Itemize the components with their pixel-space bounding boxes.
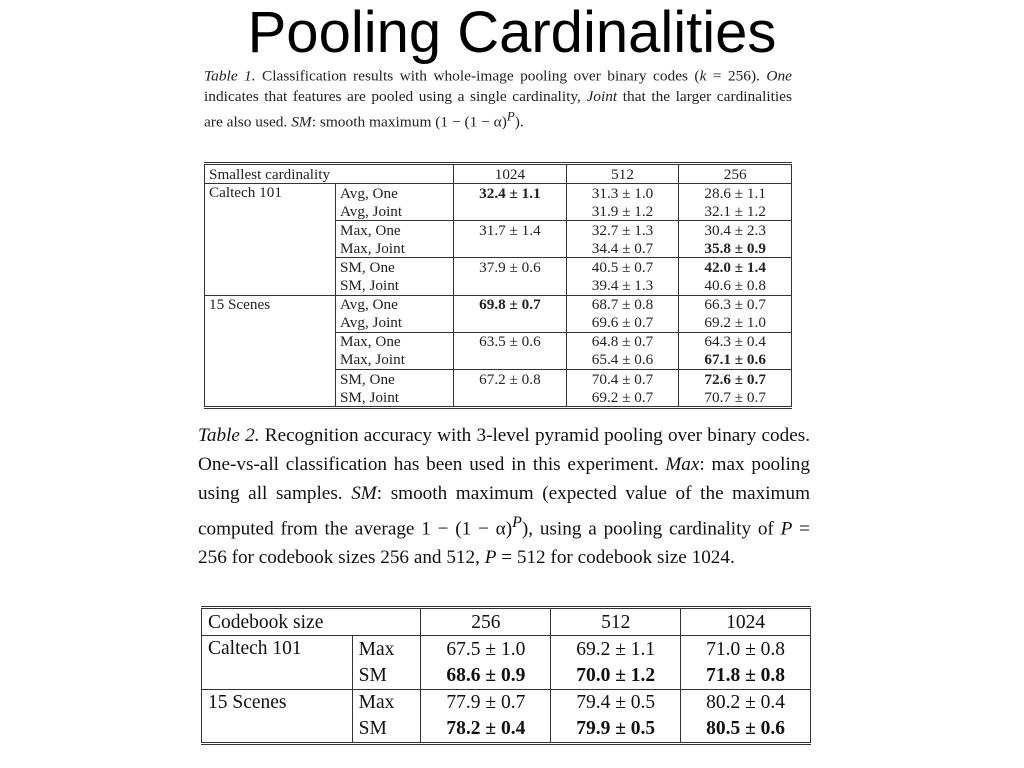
- method-cell: Avg, One: [335, 184, 453, 203]
- table-row: [202, 636, 811, 663]
- method-cell: Avg, Joint: [335, 314, 453, 333]
- value-cell: 63.5 ± 0.6: [454, 332, 567, 351]
- table-header-cell: 256: [421, 608, 551, 636]
- caption-math: P: [780, 518, 793, 540]
- value-cell: [454, 202, 567, 221]
- value-cell: 67.2 ± 0.8: [454, 370, 567, 389]
- method-cell: Max, Joint: [335, 351, 453, 370]
- table-header-cell: Smallest cardinality: [205, 164, 454, 184]
- value-cell: 66.3 ± 0.7: [679, 295, 792, 314]
- value-cell: [454, 239, 567, 258]
- caption-text: : smooth maximum (expected value of the maximum computed from the average 1 − (1 − α): [198, 483, 810, 540]
- table-row: [202, 689, 811, 716]
- value-cell: 67.5 ± 1.0: [421, 636, 551, 663]
- caption-text: that the larger cardinalities are also used.: [204, 87, 792, 131]
- caption-text: : max pooling using all samples.: [198, 454, 810, 504]
- slide-title: Pooling Cardinalities: [247, 0, 777, 65]
- table2-caption: [198, 421, 810, 572]
- value-cell: 28.6 ± 1.1: [679, 184, 792, 203]
- dataset-cell: 15 Scenes: [205, 295, 336, 408]
- method-cell: Max, One: [335, 332, 453, 351]
- caption-text: = 512 for codebook size 1024.: [496, 547, 735, 569]
- value-cell: 40.5 ± 0.7: [566, 258, 679, 277]
- value-cell: 64.3 ± 0.4: [679, 332, 792, 351]
- value-cell: [454, 277, 567, 296]
- table-header-row: [202, 608, 811, 636]
- value-cell: 69.6 ± 0.7: [566, 314, 679, 333]
- table-row: [205, 295, 792, 314]
- method-cell: SM: [352, 716, 421, 744]
- caption-text: Recognition accuracy with 3-level pyramid pooling over binary codes. One-vs-all classification has been used in this experiment.: [198, 425, 810, 475]
- caption-term: Max: [665, 454, 700, 475]
- value-cell: 40.6 ± 0.8: [679, 277, 792, 296]
- method-cell: Max, One: [335, 221, 453, 240]
- table-header-cell: 1024: [454, 164, 567, 184]
- caption-text: ).: [514, 113, 524, 131]
- caption-math: P: [506, 109, 515, 124]
- value-cell: 30.4 ± 2.3: [679, 221, 792, 240]
- method-cell: Max, Joint: [335, 239, 453, 258]
- value-cell: 39.4 ± 1.3: [566, 277, 679, 296]
- method-cell: SM, Joint: [335, 277, 453, 296]
- method-cell: Max: [352, 689, 421, 716]
- table-header-cell: 512: [551, 608, 681, 636]
- caption-term: One: [766, 67, 792, 85]
- value-cell: 77.9 ± 0.7: [421, 689, 551, 716]
- value-cell: 67.1 ± 0.6: [679, 351, 792, 370]
- value-cell: 72.6 ± 0.7: [679, 370, 792, 389]
- method-cell: SM: [352, 662, 421, 689]
- method-cell: Max: [352, 636, 421, 663]
- value-cell: 64.8 ± 0.7: [566, 332, 679, 351]
- value-cell: 32.1 ± 1.2: [679, 202, 792, 221]
- value-cell: 78.2 ± 0.4: [421, 716, 551, 744]
- table-header-cell: 512: [566, 164, 679, 184]
- caption-term: SM: [351, 483, 377, 504]
- caption-text: Classification results with whole-image pooling over binary codes (: [255, 67, 700, 85]
- value-cell: 31.3 ± 1.0: [566, 184, 679, 203]
- caption-text: : smooth maximum (1 − (1 − α): [311, 113, 507, 131]
- value-cell: 35.8 ± 0.9: [679, 239, 792, 258]
- value-cell: 80.2 ± 0.4: [681, 689, 811, 716]
- value-cell: 34.4 ± 0.7: [566, 239, 679, 258]
- caption-term: Joint: [586, 87, 618, 105]
- value-cell: 32.7 ± 1.3: [566, 221, 679, 240]
- value-cell: 65.4 ± 0.6: [566, 351, 679, 370]
- value-cell: 32.4 ± 1.1: [454, 184, 567, 203]
- method-cell: Avg, One: [335, 295, 453, 314]
- caption-text: = 256 for codebook sizes 256 and 512,: [198, 518, 810, 569]
- table1: [204, 162, 792, 409]
- method-cell: SM, One: [335, 370, 453, 389]
- value-cell: 70.7 ± 0.7: [679, 388, 792, 408]
- value-cell: 70.4 ± 0.7: [566, 370, 679, 389]
- value-cell: 37.9 ± 0.6: [454, 258, 567, 277]
- value-cell: 71.0 ± 0.8: [681, 636, 811, 663]
- value-cell: 68.6 ± 0.9: [421, 662, 551, 689]
- caption-math: P: [512, 514, 522, 531]
- table-header-cell: 1024: [681, 608, 811, 636]
- caption-math: P: [484, 547, 497, 569]
- table-header-row: [205, 164, 792, 184]
- table-header-cell: Codebook size: [202, 608, 421, 636]
- value-cell: [454, 388, 567, 408]
- value-cell: 42.0 ± 1.4: [679, 258, 792, 277]
- value-cell: 79.4 ± 0.5: [551, 689, 681, 716]
- table2: [201, 606, 811, 745]
- value-cell: 31.9 ± 1.2: [566, 202, 679, 221]
- caption-text: indicates that features are pooled using a single cardinality,: [204, 87, 587, 105]
- value-cell: 69.8 ± 0.7: [454, 295, 567, 314]
- value-cell: 71.8 ± 0.8: [681, 662, 811, 689]
- caption-text: ), using a pooling cardinality of: [521, 518, 781, 540]
- value-cell: 69.2 ± 0.7: [566, 388, 679, 408]
- table-row: [205, 184, 792, 203]
- table2-caption-label: Table 2.: [198, 425, 260, 446]
- value-cell: 79.9 ± 0.5: [551, 716, 681, 744]
- value-cell: 31.7 ± 1.4: [454, 221, 567, 240]
- value-cell: 80.5 ± 0.6: [681, 716, 811, 744]
- value-cell: 68.7 ± 0.8: [566, 295, 679, 314]
- dataset-cell: Caltech 101: [208, 638, 302, 660]
- value-cell: 70.0 ± 1.2: [551, 662, 681, 689]
- dataset-cell: Caltech 101: [209, 184, 282, 202]
- method-cell: SM, One: [335, 258, 453, 277]
- method-cell: SM, Joint: [335, 388, 453, 408]
- value-cell: 69.2 ± 1.0: [679, 314, 792, 333]
- caption-math: k: [699, 67, 707, 85]
- value-cell: [454, 314, 567, 333]
- table-header-cell: 256: [679, 164, 792, 184]
- method-cell: Avg, Joint: [335, 202, 453, 221]
- value-cell: 69.2 ± 1.1: [551, 636, 681, 663]
- caption-text: = 256).: [706, 67, 767, 85]
- table1-caption: [204, 67, 792, 133]
- dataset-cell: 15 Scenes: [202, 689, 353, 743]
- value-cell: [454, 351, 567, 370]
- table1-caption-label: Table 1.: [204, 67, 256, 85]
- caption-term: SM: [291, 113, 312, 131]
